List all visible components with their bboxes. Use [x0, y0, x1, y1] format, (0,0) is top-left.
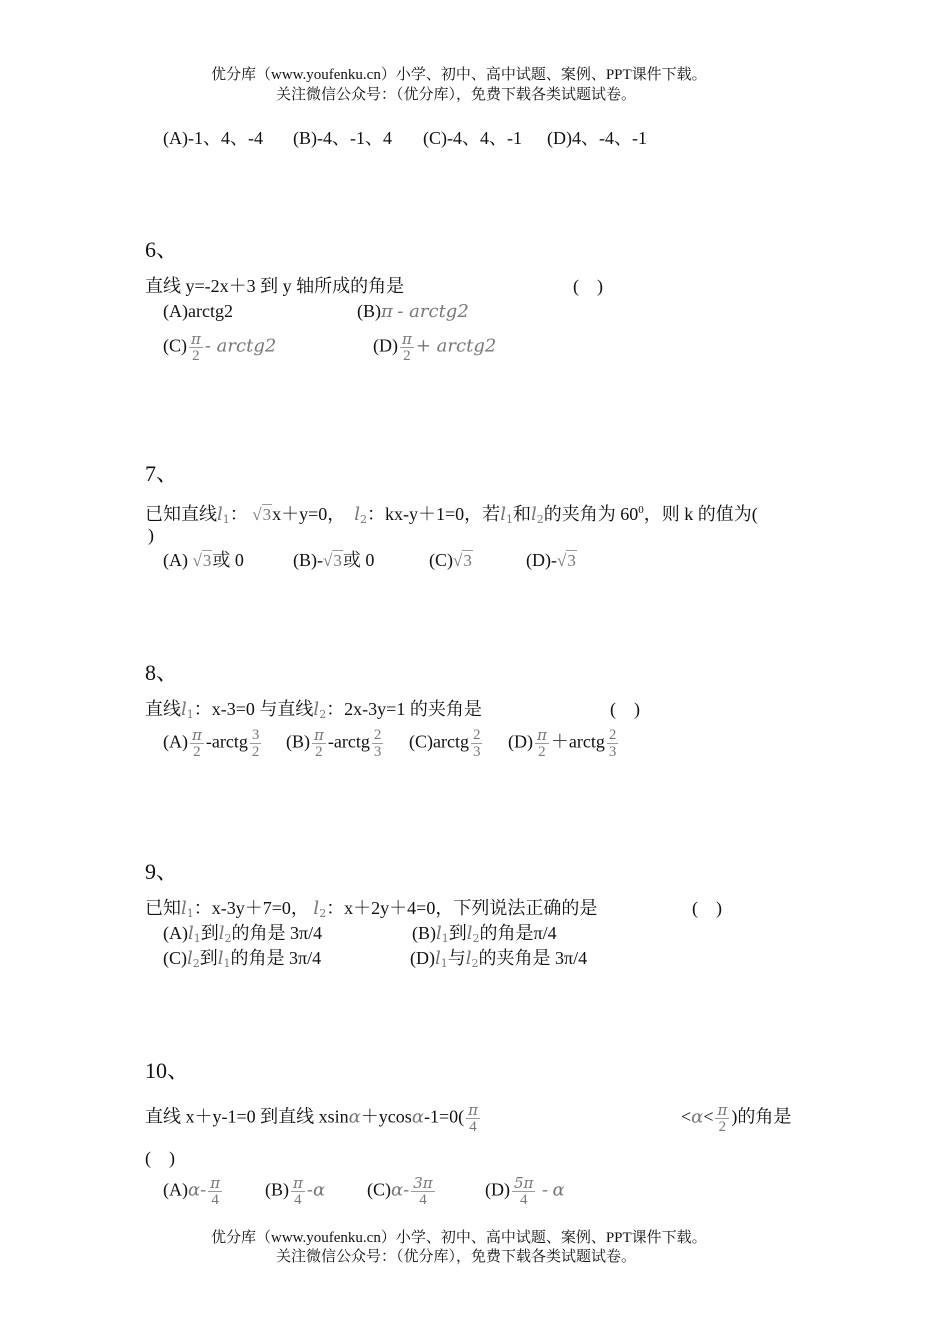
header-line-1: 优分库（www.youfenku.cn）小学、初中、高中试题、案例、PPT课件下载。: [211, 67, 707, 83]
q7-option-a: (A) √3或 0: [163, 550, 244, 570]
fraction: $\frac{2}{3}$: [472, 727, 481, 760]
q6-option-d: [373, 331, 496, 364]
fraction: $\frac{\pi}{4}$: [293, 1174, 303, 1208]
fraction: $\frac{\pi}{2}$: [537, 726, 547, 760]
q7-option-c: (C)√3: [429, 550, 472, 570]
q7-option-b: (B)-√3或 0: [293, 550, 375, 570]
q8-option-a: (A) $\frac{\pi}{2}$ -arctg $\frac{3}{2}$: [163, 726, 260, 760]
q9-stem: 已知$l_1$：x-3y＋7=0， $l_2$：x＋2y＋4=0，下列说法正确的是: [145, 898, 598, 920]
footer-line-1: 优分库（www.youfenku.cn）小学、初中、高中试题、案例、PPT课件下载。: [211, 1230, 707, 1246]
sqrt-symbol: √3: [453, 551, 472, 570]
q6-d-expr: + arctg2: [415, 335, 497, 357]
sqrt-symbol: √3: [252, 505, 272, 524]
q7-option-d: (D)-√3: [526, 550, 576, 570]
footer-line-2: 关注微信公众号：（优分库），免费下载各类试题试卷。: [276, 1249, 637, 1265]
sqrt-symbol: √3: [556, 551, 576, 570]
q6-stem: 直线 y=-2x＋3 到 y 轴所成的角是: [145, 276, 405, 296]
q6-paren: ( ): [573, 276, 603, 296]
fraction: $\frac{2}{3}$: [608, 727, 617, 760]
q5-option-d: (D)4、-4、-1: [547, 128, 647, 148]
q6-option-c: [163, 331, 276, 364]
q7-stem-line2: ): [148, 525, 154, 545]
sqrt-symbol: √3: [192, 551, 212, 570]
fraction: $\frac{\pi}{2}$: [717, 1101, 728, 1135]
q9-option-c: $(C)l_2$到$l_1$的角是 3π/4: [163, 948, 322, 970]
q9-number: 9、: [145, 859, 179, 884]
q6-option-a: (A)arctg2: [163, 301, 233, 321]
fraction: $\frac{\pi}{4}$: [468, 1101, 478, 1135]
fraction: $\frac{3\pi}{4}$: [413, 1174, 433, 1208]
fraction: $\frac{\pi}{2}$: [402, 330, 412, 364]
fraction: $\frac{\pi}{2}$: [192, 726, 202, 760]
fraction: $\frac{2}{3}$: [373, 727, 382, 760]
q8-stem: 直线$l_1$：x-3=0 与直线$l_2$：2x-3y=1 的夹角是: [145, 699, 482, 721]
header-line-2: 关注微信公众号：（优分库），免费下载各类试题试卷。: [276, 87, 637, 103]
q6-c-expr: - arctg2: [204, 335, 277, 357]
q5-option-a: (A)-1、4、-4: [163, 128, 263, 148]
q6-b-expr: - arctg2: [397, 301, 469, 322]
q10-stem-left: 直线 x＋y-1=0 到直线 xsinα＋ycosα-1=0( $\frac{\pi}{4}$: [145, 1101, 478, 1135]
q10-option-d: (D) $\frac{5\pi}{4}$ - α: [485, 1174, 565, 1208]
q9-option-a: $(A)l_1$到$l_2$的角是 3π/4: [163, 923, 323, 945]
pi-symbol: π: [381, 301, 393, 322]
q8-option-c: (C)arctg $\frac{2}{3}$: [409, 727, 481, 760]
q8-number: 8、: [145, 660, 179, 685]
q10-option-a: (A)α- $\frac{\pi}{4}$: [163, 1174, 221, 1208]
q8-option-d: (D) $\frac{\pi}{2}$ ＋arctg $\frac{2}{3}$: [508, 726, 617, 760]
q10-stem-right: <α< $\frac{\pi}{2}$ )的角是: [681, 1101, 792, 1135]
q10-option-b: (B) $\frac{\pi}{4}$ -α: [265, 1174, 326, 1208]
q7-stem: 已知直线$l_1$： √3x＋y=0， $l_2$：kx-y＋1=0，若$l_1$和$l_2$的夹角为 $60^0$，则 k 的值为(: [145, 504, 758, 526]
q8-paren: ( ): [610, 699, 640, 719]
q10-option-c: (C)α- $\frac{3\pi}{4}$: [367, 1174, 433, 1208]
q6-d-label: (D): [373, 335, 398, 356]
fraction: $\frac{5\pi}{4}$: [514, 1174, 534, 1208]
fraction: $\frac{\pi}{2}$: [314, 726, 324, 760]
q5-option-b: (B)-4、-1、4: [293, 128, 392, 148]
q9-option-d: $(D)l_1$与$l_2$的夹角是 3π/4: [410, 948, 588, 970]
fraction: $\frac{\pi}{2}$: [191, 330, 201, 364]
q8-option-b: (B) $\frac{\pi}{2}$ -arctg $\frac{2}{3}$: [286, 726, 382, 760]
q6-c-label: (C): [163, 335, 187, 356]
q7-number: 7、: [145, 461, 179, 486]
q6-number: 6、: [145, 237, 179, 262]
sqrt-symbol: √3: [323, 551, 342, 570]
q9-paren: ( ): [692, 898, 722, 918]
q10-number: 10、: [145, 1058, 190, 1083]
q9-option-b: $(B)l_1$到$l_2$的角是π/4: [412, 923, 557, 945]
q6-option-b: [357, 300, 469, 323]
fraction: $\frac{3}{2}$: [251, 727, 260, 760]
fraction: $\frac{\pi}{4}$: [210, 1174, 221, 1208]
q6-b-label: (B): [357, 301, 381, 321]
q10-stem-line2: ( ): [145, 1148, 175, 1168]
q5-option-c: (C)-4、4、-1: [423, 128, 522, 148]
